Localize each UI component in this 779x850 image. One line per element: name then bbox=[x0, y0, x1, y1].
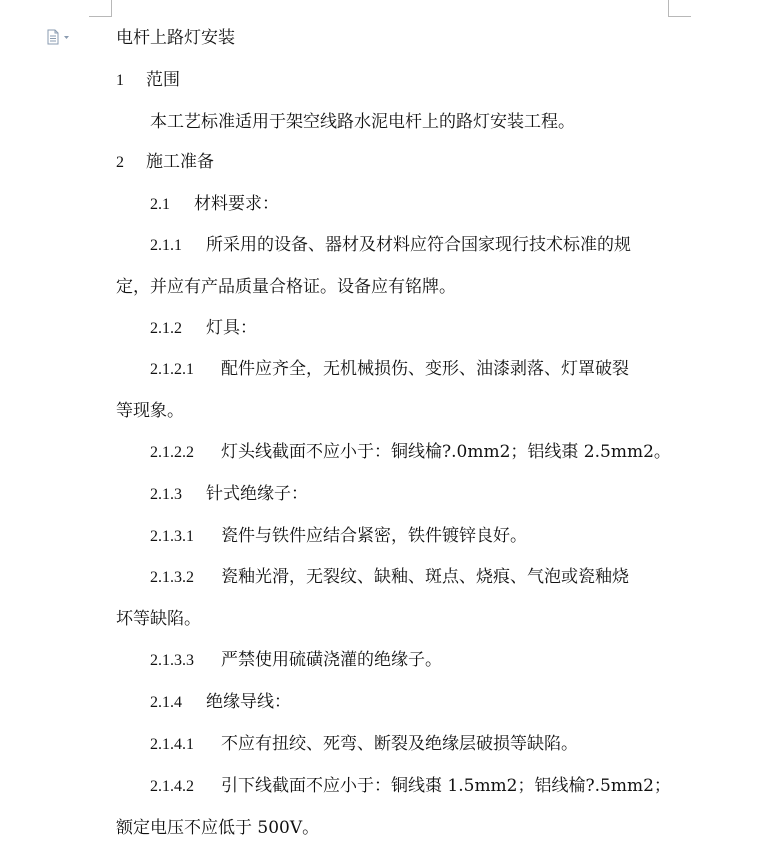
section-text: 引下线截面不应小于：铜线棗 1.5mm2；铝线棆?.5mm2； bbox=[221, 776, 671, 796]
section-text: 瓷件与铁件应结合紧密，铁件镀锌良好。 bbox=[221, 526, 527, 546]
clause bbox=[150, 441, 671, 464]
section-number: 2.1.4.1 bbox=[150, 736, 194, 753]
section-text: 灯具： bbox=[206, 318, 257, 338]
heading-preparation bbox=[116, 151, 214, 174]
clause bbox=[150, 691, 291, 714]
heading-scope bbox=[116, 69, 180, 92]
section-number: 2 bbox=[116, 154, 124, 171]
clause bbox=[150, 649, 442, 672]
section-number: 2.1.3 bbox=[150, 486, 182, 503]
paragraph-continuation: 定，并应有产品质量合格证。设备应有铭牌。 bbox=[116, 277, 456, 297]
section-text: 材料要求： bbox=[194, 194, 279, 214]
document-title: 电杆上路灯安装 bbox=[116, 28, 235, 48]
paragraph-continuation: 等现象。 bbox=[116, 401, 184, 421]
section-text: 施工准备 bbox=[146, 152, 214, 172]
section-number: 2.1.2.2 bbox=[150, 444, 194, 461]
clause bbox=[150, 775, 671, 798]
paragraph-continuation: 坏等缺陷。 bbox=[116, 609, 201, 629]
section-text: 灯头线截面不应小于：铜线棆?.0mm2；铝线棗 2.5mm2。 bbox=[221, 442, 671, 462]
section-number: 1 bbox=[116, 72, 124, 89]
clause bbox=[150, 358, 629, 381]
section-text: 针式绝缘子： bbox=[206, 484, 308, 504]
section-number: 2.1.3.1 bbox=[150, 528, 194, 545]
section-text: 绝缘导线： bbox=[206, 692, 291, 712]
clause bbox=[150, 566, 629, 589]
clause bbox=[150, 317, 257, 340]
document-icon[interactable] bbox=[46, 29, 78, 45]
section-number: 2.1.2 bbox=[150, 320, 182, 337]
section-text: 配件应齐全，无机械损伤、变形、油漆剥落、灯罩破裂 bbox=[221, 359, 629, 379]
section-text: 范围 bbox=[146, 70, 180, 90]
section-text: 不应有扭绞、死弯、断裂及绝缘层破损等缺陷。 bbox=[221, 734, 578, 754]
section-number: 2.1.4.2 bbox=[150, 778, 194, 795]
section-number: 2.1.3.3 bbox=[150, 652, 194, 669]
clause bbox=[150, 525, 527, 548]
section-number: 2.1 bbox=[150, 196, 170, 213]
section-number: 2.1.3.2 bbox=[150, 569, 194, 586]
page-corner-top-left bbox=[89, 0, 112, 17]
paragraph-continuation: 额定电压不应低于 500V。 bbox=[116, 818, 320, 838]
subsection bbox=[150, 193, 279, 216]
section-text: 所采用的设备、器材及材料应符合国家现行技术标准的规 bbox=[206, 235, 631, 255]
section-number: 2.1.4 bbox=[150, 694, 182, 711]
section-number: 2.1.1 bbox=[150, 237, 182, 254]
clause bbox=[150, 483, 308, 506]
clause bbox=[150, 733, 578, 756]
page-corner-top-right bbox=[668, 0, 691, 17]
section-text: 瓷釉光滑，无裂纹、缺釉、斑点、烧痕、气泡或瓷釉烧 bbox=[221, 567, 629, 587]
section-text: 严禁使用硫磺浇灌的绝缘子。 bbox=[221, 650, 442, 670]
section-number: 2.1.2.1 bbox=[150, 361, 194, 378]
clause bbox=[150, 234, 631, 257]
paragraph: 本工艺标准适用于架空线路水泥电杆上的路灯安装工程。 bbox=[150, 112, 575, 132]
